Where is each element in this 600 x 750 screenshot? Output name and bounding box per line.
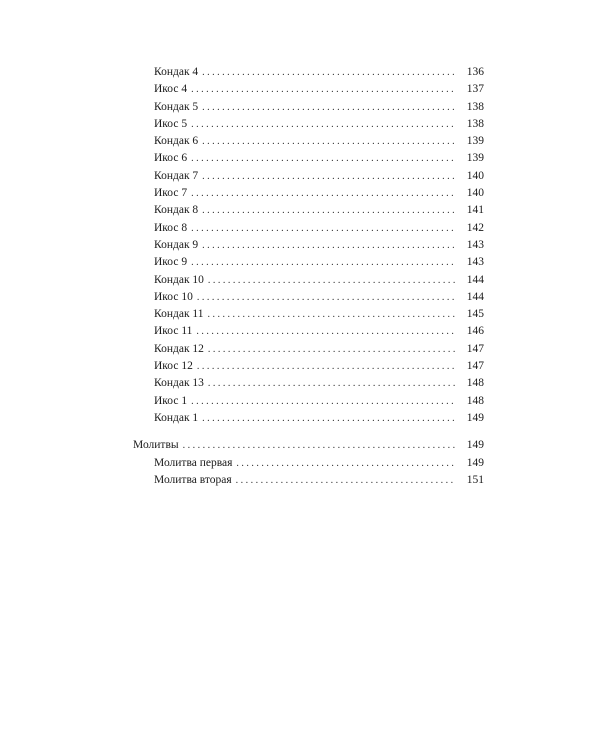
toc-entry-label: Кондак 9: [154, 238, 199, 251]
dot-leader: [197, 289, 456, 306]
dot-leader: [191, 393, 456, 410]
toc-entry[interactable]: [133, 99, 484, 116]
dot-leader: [191, 150, 456, 167]
toc-entry[interactable]: [133, 254, 484, 271]
toc-entry[interactable]: [133, 81, 484, 98]
toc-entry-label: Кондак 10: [154, 273, 204, 286]
toc-entry[interactable]: [133, 306, 484, 323]
toc-entry[interactable]: [133, 272, 484, 289]
toc-entry-page: 144: [466, 290, 484, 303]
toc-entry-page: 147: [466, 360, 484, 373]
toc-entry-page: 148: [466, 394, 484, 407]
toc-entry[interactable]: [133, 323, 484, 340]
toc-section-entry[interactable]: [133, 437, 484, 454]
toc-entry[interactable]: [133, 289, 484, 306]
toc-entry-label: Икос 7: [154, 187, 188, 200]
dot-leader: [197, 358, 456, 375]
table-of-contents: [133, 64, 484, 489]
toc-entry-label: Молитва вторая: [154, 473, 232, 486]
toc-entry-label: Икос 8: [154, 221, 188, 234]
dot-leader: [191, 254, 456, 271]
dot-leader: [191, 185, 456, 202]
toc-entry-page: 137: [466, 83, 484, 96]
toc-entry-page: 151: [466, 473, 484, 486]
toc-entry-page: 136: [466, 66, 484, 78]
dot-leader: [236, 472, 456, 489]
toc-entry-label: Кондак 11: [154, 308, 204, 321]
section-spacer: [133, 427, 484, 437]
dot-leader: [208, 306, 457, 323]
toc-entry-label: Икос 9: [154, 256, 188, 269]
toc-entry-page: 147: [466, 342, 484, 355]
dot-leader: [191, 116, 456, 133]
toc-entry[interactable]: [133, 220, 484, 237]
toc-entry[interactable]: [133, 341, 484, 358]
toc-entry-label: Икос 4: [154, 83, 188, 96]
toc-entry-label: Икос 12: [154, 360, 193, 373]
toc-entry-label: Кондак 13: [154, 377, 204, 390]
toc-entry-page: 140: [466, 169, 484, 182]
toc-entry-label: Кондак 12: [154, 342, 204, 355]
toc-entry-label: Икос 6: [154, 152, 188, 165]
toc-entry-page: 139: [466, 135, 484, 148]
toc-entry-page: 149: [466, 456, 484, 469]
dot-leader: [202, 64, 456, 81]
dot-leader: [202, 133, 456, 150]
toc-entry-page: 145: [466, 308, 484, 321]
toc-entry[interactable]: [133, 393, 484, 410]
toc-entry-label: Кондак 8: [154, 204, 199, 217]
dot-leader: [202, 99, 456, 116]
toc-entry[interactable]: [133, 133, 484, 150]
dot-leader: [191, 81, 456, 98]
toc-entry-label: Молитва первая: [154, 456, 233, 469]
toc-entry[interactable]: [133, 358, 484, 375]
toc-entry[interactable]: [133, 168, 484, 185]
toc-entry-page: 140: [466, 187, 484, 200]
toc-entry-label: Икос 11: [154, 325, 193, 338]
toc-entry-label: Кондак 7: [154, 169, 199, 182]
dot-leader: [191, 220, 456, 237]
toc-entry[interactable]: [133, 237, 484, 254]
dot-leader: [208, 341, 456, 358]
toc-entry-page: 146: [466, 325, 484, 338]
toc-entry[interactable]: [133, 185, 484, 202]
toc-entry[interactable]: [133, 64, 484, 81]
toc-section-page: 149: [466, 439, 484, 452]
toc-entry-label: Кондак 6: [154, 135, 199, 148]
toc-entry-page: 138: [466, 100, 484, 113]
toc-entry-page: 144: [466, 273, 484, 286]
dot-leader: [202, 237, 456, 254]
toc-entry-label: Кондак 4: [154, 66, 199, 78]
toc-entry[interactable]: [133, 150, 484, 167]
toc-entry-label: Икос 5: [154, 117, 188, 130]
toc-entry-label: Икос 10: [154, 290, 193, 303]
toc-entry-page: 143: [466, 238, 484, 251]
toc-entry[interactable]: [133, 410, 484, 427]
toc-entry-page: 138: [466, 117, 484, 130]
dot-leader: [202, 202, 456, 219]
toc-entry-page: 139: [466, 152, 484, 165]
toc-entry-page: 142: [466, 221, 484, 234]
toc-entry[interactable]: [133, 375, 484, 392]
dot-leader: [183, 437, 456, 454]
toc-entry[interactable]: [133, 472, 484, 489]
toc-entry-page: 141: [466, 204, 484, 217]
toc-entry[interactable]: [133, 455, 484, 472]
dot-leader: [208, 272, 456, 289]
toc-entry-page: 149: [466, 411, 484, 424]
dot-leader: [202, 168, 456, 185]
toc-section-label: Молитвы: [133, 439, 179, 452]
toc-entry-label: Кондак 5: [154, 100, 199, 113]
toc-entry-page: 143: [466, 256, 484, 269]
toc-entry[interactable]: [133, 116, 484, 133]
dot-leader: [236, 455, 456, 472]
toc-entry-label: Кондак 1: [154, 411, 199, 424]
dot-leader: [202, 410, 456, 427]
toc-entry-page: 148: [466, 377, 484, 390]
dot-leader: [208, 375, 456, 392]
toc-entry[interactable]: [133, 202, 484, 219]
toc-entry-label: Икос 1: [154, 394, 188, 407]
dot-leader: [196, 323, 456, 340]
